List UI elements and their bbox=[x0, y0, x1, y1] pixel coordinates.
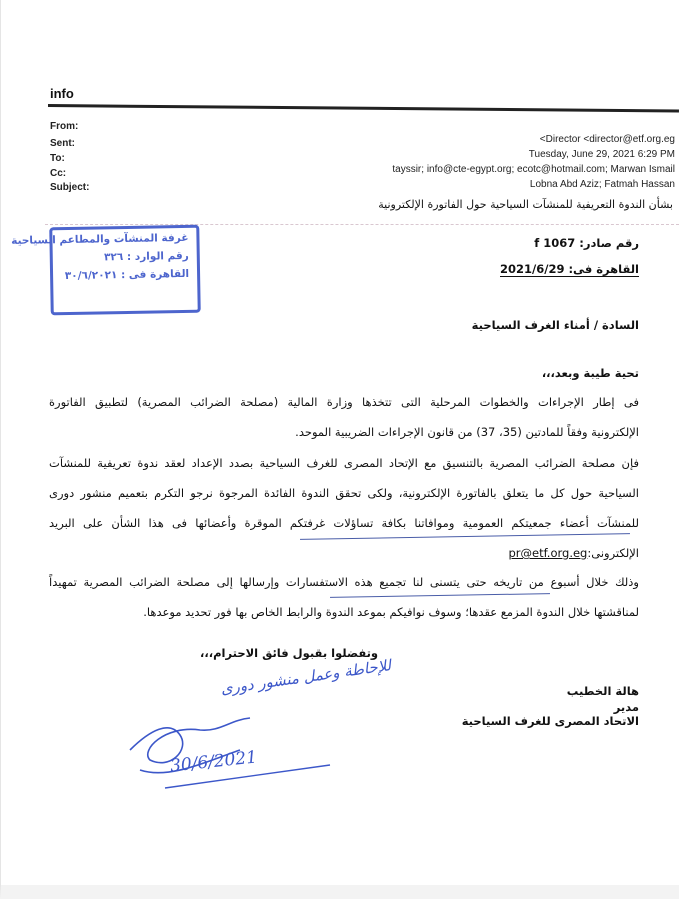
body-line: للمنشآت أعضاء جمعيتكم العمومية وموافاتنا بكافة تساؤلات غرفتكم الموقرة وأعضائها فى هذا الشأن على البريد bbox=[49, 516, 639, 530]
body-line: لمناقشتها خلال الندوة المزمع عقدها؛ وسوف نوافيكم بموعد الندوة والرابط الخاص بها فور تحديد موعدها. bbox=[143, 605, 639, 619]
body-line: وذلك خلال أسبوع من تاريخه حتى يتسنى لنا تجميع هذه الاستفسارات وإرسالها إلى مصلحة الضرائب المصرية تمهيداً bbox=[49, 575, 639, 589]
stamp-number: رقم الوارد : ٣٢٦ bbox=[103, 249, 189, 264]
sent-value: Tuesday, June 29, 2021 6:29 PM bbox=[528, 149, 675, 160]
email-prefix: الإلكترونى: bbox=[587, 546, 639, 560]
body-line: السياحية حول كل ما يتعلق بالفاتورة الإلكترونية، ولكى تحقق الندوة الفائدة المرجوة نرجو التكرم بتعميم منشور دورى bbox=[49, 486, 639, 500]
subject-value: بشأن الندوة التعريفية للمنشآت السياحية حول الفاتورة الإلكترونية bbox=[378, 198, 673, 211]
stamp-org: غرفة المنشآت والمطاعم السياحية bbox=[11, 231, 189, 247]
handwritten-date: 30/6/2021 bbox=[169, 747, 258, 777]
to-value: tayssir; info@cte-egypt.org; ecotc@hotmail.com; Marwan Ismail bbox=[392, 164, 675, 175]
pen-underline bbox=[330, 593, 550, 598]
body-line: فى إطار الإجراءات والخطوات المرحلية التى تتخذها وزارة المالية (مصلحة الضرائب المصرية) لتطبيق الفاتورة bbox=[49, 395, 639, 409]
email-title: info bbox=[50, 86, 74, 101]
cc-value: Lobna Abd Aziz; Fatmah Hassan bbox=[529, 179, 675, 190]
handwritten-note: للإحاطة وعمل منشور دورى bbox=[219, 656, 393, 698]
contact-email-link[interactable]: pr@etf.org.eg bbox=[508, 546, 588, 560]
stamp-date: القاهرة فى : ٣٠/٦/٢٠٢١ bbox=[64, 267, 190, 283]
signatory-title: مدير bbox=[613, 700, 639, 714]
reference-number: رقم صادر: f 1067 bbox=[534, 236, 639, 250]
received-stamp bbox=[11, 225, 201, 316]
from-label: From: bbox=[50, 121, 79, 132]
closing: وتفضلوا بقبول فائق الاحترام،،، bbox=[200, 646, 379, 660]
body-line: فإن مصلحة الضرائب المصرية بالتنسيق مع الإتحاد المصرى للغرف السياحية بصدد الإعداد لعقد ندوة تعريفية للمنشآت bbox=[49, 456, 639, 470]
letter-date: القاهرة فى: 2021/6/29 bbox=[500, 262, 639, 276]
subject-label: Subject: bbox=[50, 182, 90, 193]
to-label: To: bbox=[50, 153, 65, 164]
header-rule bbox=[48, 104, 679, 113]
sent-label: Sent: bbox=[50, 138, 75, 149]
body-line: الإلكترونية وفقاً للمادتين (35، 37) من قانون الإجراءات الضريبية الموحد. bbox=[295, 425, 639, 439]
cc-label: Cc: bbox=[50, 168, 67, 179]
from-value: <Director <director@etf.org.eg bbox=[539, 134, 675, 145]
pen-underline bbox=[300, 533, 630, 540]
greeting: تحية طيبة وبعد،،، bbox=[541, 366, 639, 380]
signatory-org: الاتحاد المصرى للغرف السياحية bbox=[461, 714, 639, 728]
handwritten-signature bbox=[110, 690, 350, 800]
addressee: السادة / أمناء الغرف السياحية bbox=[471, 318, 639, 332]
email-line bbox=[508, 546, 639, 560]
signatory-name: هالة الخطيب bbox=[566, 684, 639, 698]
